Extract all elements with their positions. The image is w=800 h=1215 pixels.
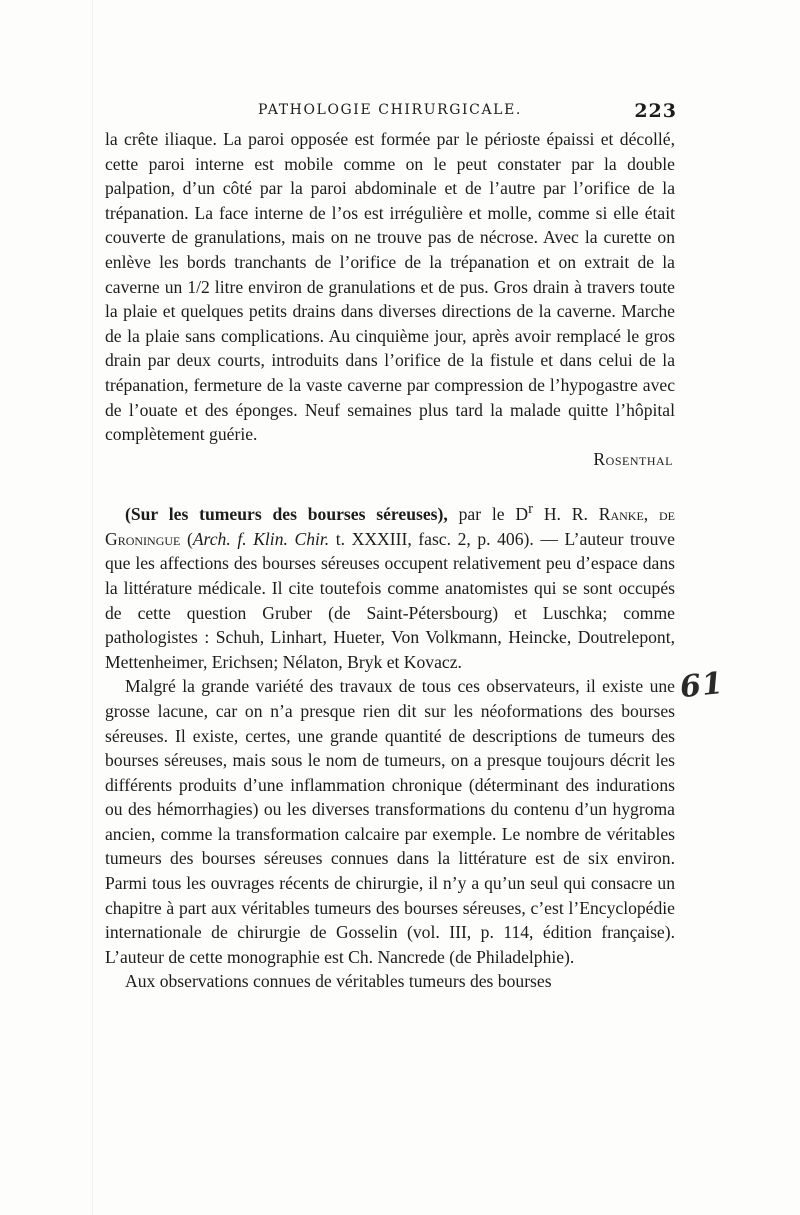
handwritten-margin-note: 61 <box>678 665 726 706</box>
author-name: H. R. Ranke, de Groningue <box>105 504 676 549</box>
citation-journal: Arch. f. Klin. Chir. <box>192 528 330 549</box>
case-report-paragraph: la crête iliaque. La paroi opposée est formée par le périoste épaissi et décollé, cette paroi interne est mobile comme on le peut constater par la double palpation, d’un côté par la paroi abdominale et de l’autre par l’orifice de la trépanation. La face interne de l’os est irrégulière et molle, comme si elle était couverte de granulations, mais on ne trouve pas de nécrose. Avec la curette on enlève les bords tranchants de l’orifice de la trépanation et on extrait de la caverne un 1/2 litre environ de granulations et de pus. Gros drain à travers toute la plaie et quelques petits drains dans diverses directions de la caverne. Marche de la plaie sans complications. Au cinquième jour, après avoir remplacé le gros drain par deux courts, introduits dans l’orifice de la fistule et dans celui de la trépanation, fermeture de la vaste caverne par compression de l’hypogastre avec de l’ouate et des éponges. Neuf semaines plus tard la malade quitte l’hôpital complètement guérie. <box>105 129 675 445</box>
article-paragraph-3: Aux observations connues de véritables tumeurs des bourses <box>125 971 552 992</box>
author-prefix-sup: r <box>528 501 534 518</box>
citation-rest: t. XXXIII, fasc. 2, p. 406). — L’auteur trouve que les affections des bourses séreuses occupent relativement peu d’espace dans la littérature médicale. Il cite toutefois comme anatomistes qui se sont occupés de cette question Gruber (de Saint-Pétersbourg) et Luschka; comme pathologistes : Schuh, Linhart, Hueter, Von Volkmann, Heincke, Doutrelepont, Mettenheimer, Erichsen; Nélaton, Bryk et Kovacz. <box>105 528 675 672</box>
page-edge-shadow <box>92 0 93 1215</box>
article-title: (Sur les tumeurs des bourses séreuses), <box>125 504 448 525</box>
article-paragraph-2: Malgré la grande variété des travaux de tous ces observateurs, il existe une grosse lacune, car on n’a presque rien dit sur les néoformations des bourses séreuses. Il existe, certes, une grande quantité de descriptions de tumeurs des bourses séreuses, mais sous le nom de tumeurs, on a presque toujours décrit les différents produits d’une inflammation chronique (déterminant des indurations ou des hémorrhagies) ou les diverses transformations du contenu d’un hygroma ancien, comme la transformation calcaire par exemple. Le nombre de véritables tumeurs des bourses séreuses connues dans la littérature est de six environ. Parmi tous les ouvrages récents de chirurgie, il n’y a qu’un seul qui consacre un chapitre à part aux véritables tumeurs des bourses séreuses, c’est l’Encyclopédie internationale de chirurgie de Gosselin (vol. III, p. 114, édition française). L’auteur de cette monographie est Ch. Nancrede (de Philadelphie). <box>105 676 675 967</box>
page-number: 223 <box>634 100 677 122</box>
signature: Rosenthal <box>593 448 673 469</box>
section-gap <box>105 471 675 497</box>
running-head <box>105 100 675 126</box>
citation-open: ( <box>186 528 193 549</box>
running-title: PATHOLOGIE CHIRURGICALE. <box>258 102 522 118</box>
body-text <box>105 127 675 994</box>
article-paragraph-1 <box>105 497 675 674</box>
author-prefix: par le D <box>458 504 529 525</box>
